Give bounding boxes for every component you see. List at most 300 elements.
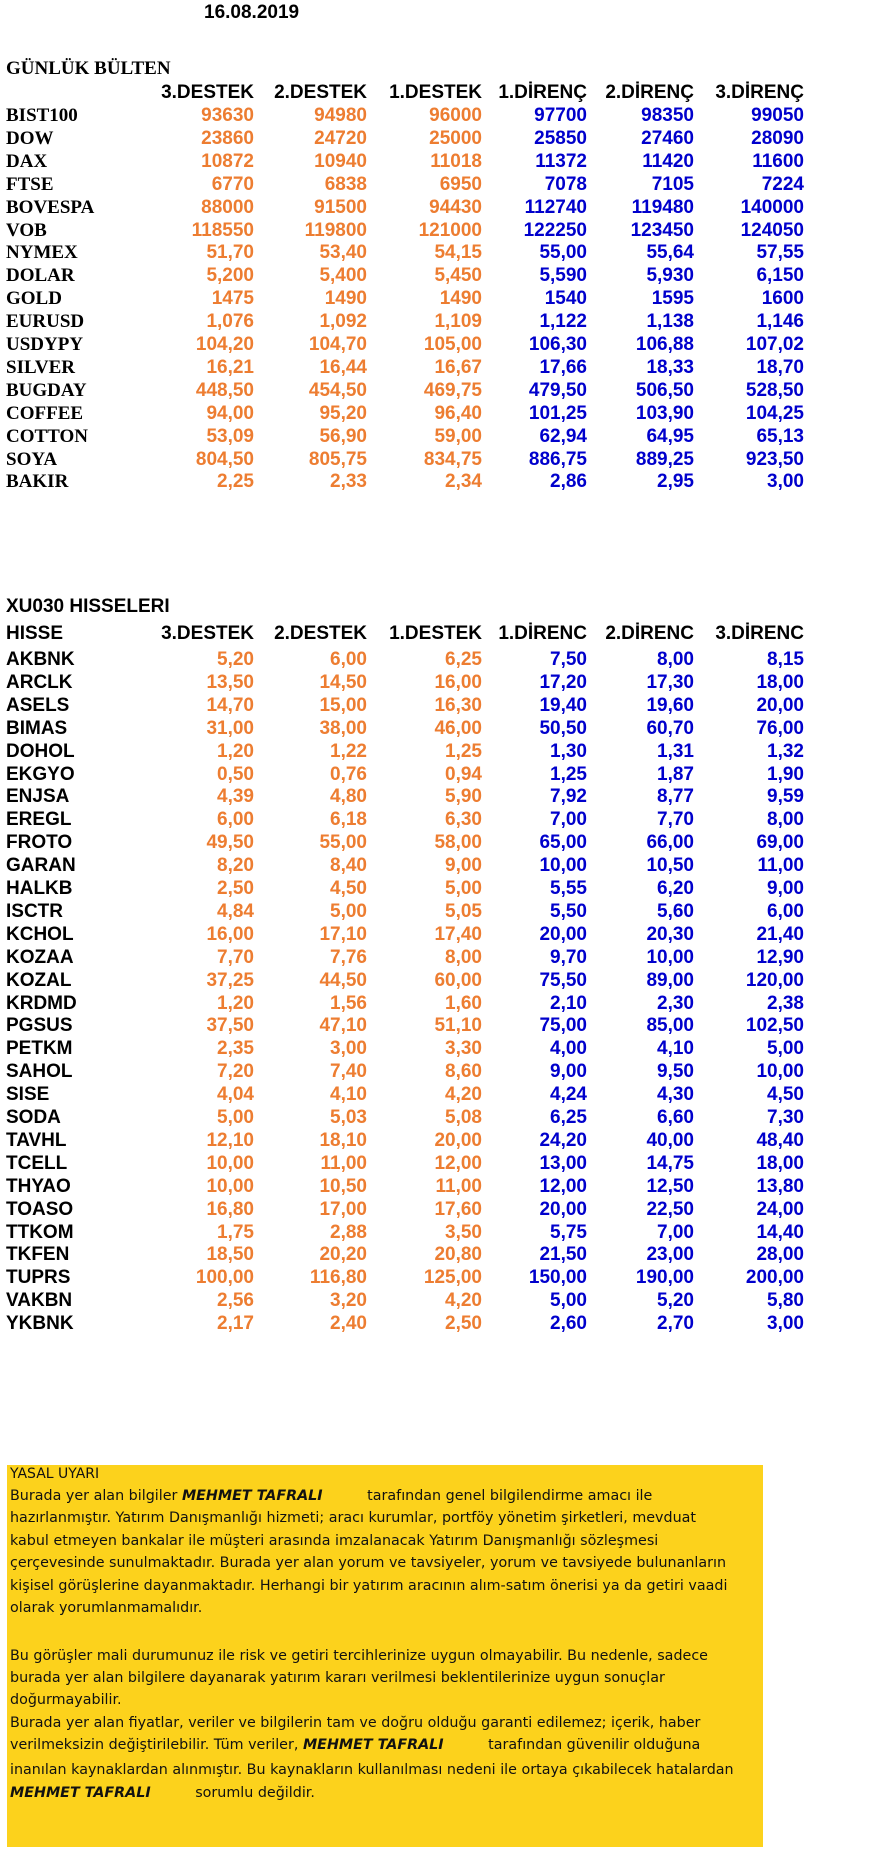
stock-symbol: ENJSA <box>6 786 70 808</box>
legal-disclaimer <box>7 1465 763 1847</box>
value-1-destek: 54,15 <box>434 242 482 264</box>
value-2-destek: 454,50 <box>308 379 367 401</box>
value-3-destek: 100,00 <box>195 1267 254 1289</box>
value-2-direnc: 60,70 <box>646 717 694 739</box>
value-3-destek: 10,00 <box>206 1175 254 1197</box>
value-3-direnc: 7224 <box>761 173 804 195</box>
value-1-destek: 25000 <box>429 127 482 149</box>
value-2-direnc: 889,25 <box>635 448 694 470</box>
value-2-direnc: 18,33 <box>646 356 694 378</box>
value-1-direnc: 20,00 <box>539 1198 587 1220</box>
value-2-destek: 3,00 <box>330 1038 367 1060</box>
disclaimer-line: Burada yer alan fiyatlar, veriler ve bilgilerin tam ve doğru olduğu garanti edilemez; içerik, haber <box>10 1715 701 1731</box>
value-1-direnc: 1540 <box>544 288 587 310</box>
value-3-direnc: 104,25 <box>745 402 804 424</box>
stock-symbol: FROTO <box>6 832 73 854</box>
value-1-destek: 60,00 <box>434 969 482 991</box>
value-2-direnc: 27460 <box>641 127 694 149</box>
value-2-destek: 1,092 <box>319 311 367 333</box>
value-3-destek: 51,70 <box>206 242 254 264</box>
value-3-direnc: 18,00 <box>756 1152 804 1174</box>
value-3-destek: 93630 <box>201 105 254 126</box>
value-2-direnc: 23,00 <box>646 1244 694 1266</box>
value-2-direnc: 10,50 <box>646 855 694 877</box>
value-3-direnc: 10,00 <box>756 1061 804 1083</box>
header-1-destek: 1.DESTEK <box>389 82 482 103</box>
market-name: DOW <box>6 127 54 149</box>
stock-symbol: KOZAA <box>6 946 74 968</box>
value-1-destek: 4,20 <box>445 1290 482 1312</box>
value-3-destek: 37,50 <box>206 1015 254 1037</box>
header-3-destek: 3.DESTEK <box>161 82 254 103</box>
value-2-direnc: 106,88 <box>635 334 694 355</box>
header-3-direnc: 3.DİRENC <box>715 623 804 644</box>
header-hisse: HISSE <box>6 623 64 644</box>
value-1-destek: 17,40 <box>434 923 482 945</box>
stock-symbol: YKBNK <box>6 1313 74 1335</box>
market-name: BOVESPA <box>6 196 95 218</box>
value-3-destek: 12,10 <box>206 1129 254 1151</box>
value-3-destek: 4,04 <box>217 1084 254 1106</box>
value-3-direnc: 1600 <box>761 288 804 310</box>
value-1-destek: 5,08 <box>445 1107 482 1128</box>
market-name: SOYA <box>6 448 58 470</box>
value-1-destek: 8,00 <box>445 946 482 968</box>
value-1-destek: 59,00 <box>434 425 482 447</box>
value-3-direnc: 20,00 <box>756 694 804 716</box>
value-3-destek: 8,20 <box>217 855 254 877</box>
bulletin-title: GÜNLÜK BÜLTEN <box>6 58 171 79</box>
value-3-direnc: 7,30 <box>767 1107 804 1128</box>
value-1-destek: 9,00 <box>445 855 482 877</box>
disclaimer-line: Burada yer alan bilgiler MEHMET TAFRALI tarafından genel bilgilendirme amacı ile <box>10 1488 653 1504</box>
value-1-destek: 1,25 <box>445 740 482 762</box>
value-3-direnc: 21,40 <box>756 923 804 945</box>
value-3-direnc: 13,80 <box>756 1175 804 1197</box>
value-1-direnc: 75,00 <box>539 1015 587 1037</box>
stock-symbol: SAHOL <box>6 1061 73 1083</box>
disclaimer-line: verilmeksizin değiştirilebilir. Tüm veriler, MEHMET TAFRALI tarafından güvenilir olduğuna <box>10 1737 701 1753</box>
value-2-destek: 8,40 <box>330 855 367 877</box>
value-3-direnc: 48,40 <box>756 1129 804 1151</box>
disclaimer-line: çerçevesinde sunulmaktadır. Burada yer alan yorum ve tavsiyeler, yorum ve tavsiyede bulunanların <box>10 1555 727 1571</box>
disclaimer-line: olarak yorumlanmamalıdır. <box>10 1600 203 1616</box>
value-1-direnc: 7,00 <box>550 809 587 831</box>
value-3-direnc: 99050 <box>751 105 804 126</box>
stock-symbol: PETKM <box>6 1038 73 1060</box>
stocks-section-title: XU030 HISSELERI <box>6 596 170 617</box>
disclaimer-line: Bu görüşler mali durumunuz ile risk ve getiri tercihlerinize uygun olmayabilir. Bu nedenle, sadece <box>10 1648 708 1664</box>
value-1-destek: 17,60 <box>434 1198 482 1220</box>
value-1-destek: 12,00 <box>434 1152 482 1174</box>
value-1-direnc: 17,66 <box>539 356 587 378</box>
value-1-destek: 94430 <box>429 196 482 218</box>
value-2-direnc: 5,20 <box>657 1290 694 1312</box>
stock-symbol: BIMAS <box>6 717 68 739</box>
value-3-direnc: 9,00 <box>767 878 804 899</box>
value-3-destek: 1475 <box>211 288 254 310</box>
value-3-direnc: 1,146 <box>756 311 804 333</box>
value-3-direnc: 18,70 <box>756 356 804 378</box>
value-2-destek: 20,20 <box>319 1244 367 1266</box>
market-name: USDYPY <box>6 334 84 355</box>
stock-symbol: KCHOL <box>6 923 74 945</box>
value-3-direnc: 4,50 <box>767 1084 804 1106</box>
stock-symbol: AKBNK <box>6 649 75 670</box>
value-3-destek: 88000 <box>201 196 254 218</box>
value-2-direnc: 7105 <box>651 173 694 195</box>
value-3-destek: 804,50 <box>195 448 254 470</box>
market-name: BUGDAY <box>6 379 87 401</box>
value-2-direnc: 14,75 <box>646 1152 694 1174</box>
value-2-destek: 6,00 <box>330 649 367 670</box>
value-2-direnc: 506,50 <box>635 379 694 401</box>
value-2-direnc: 2,95 <box>657 471 694 493</box>
header-1-direnc: 1.DİRENÇ <box>498 82 587 103</box>
value-2-direnc: 1595 <box>651 288 694 310</box>
value-2-destek: 15,00 <box>319 694 367 716</box>
value-2-destek: 10940 <box>314 150 367 172</box>
disclaimer-label: YASAL UYARI <box>10 1466 100 1482</box>
value-3-destek: 2,50 <box>217 878 254 899</box>
value-1-direnc: 5,50 <box>550 900 587 922</box>
value-2-destek: 53,40 <box>319 242 367 264</box>
value-3-destek: 18,50 <box>206 1244 254 1266</box>
value-3-destek: 7,70 <box>217 946 254 968</box>
value-1-destek: 20,00 <box>434 1129 482 1151</box>
value-1-destek: 1490 <box>439 288 482 310</box>
value-1-destek: 8,60 <box>445 1061 482 1083</box>
value-3-direnc: 11,00 <box>757 855 804 877</box>
value-2-destek: 4,80 <box>330 786 367 808</box>
value-2-destek: 18,10 <box>319 1129 367 1151</box>
value-1-direnc: 10,00 <box>539 855 587 877</box>
value-1-direnc: 150,00 <box>528 1267 587 1289</box>
value-1-destek: 58,00 <box>434 832 482 854</box>
value-2-direnc: 9,50 <box>657 1061 694 1083</box>
value-2-destek: 55,00 <box>319 832 367 854</box>
value-1-direnc: 21,50 <box>539 1244 587 1266</box>
value-3-direnc: 76,00 <box>756 717 804 739</box>
value-2-direnc: 55,64 <box>646 242 694 264</box>
value-1-destek: 16,30 <box>434 694 482 716</box>
value-2-direnc: 6,60 <box>657 1107 694 1128</box>
value-2-destek: 91500 <box>314 196 367 218</box>
value-3-destek: 1,20 <box>217 740 254 762</box>
value-2-destek: 3,20 <box>330 1290 367 1312</box>
market-row <box>0 471 882 498</box>
market-name: VOB <box>6 219 47 241</box>
value-3-destek: 16,00 <box>206 923 254 945</box>
value-3-destek: 53,09 <box>206 425 254 447</box>
value-2-direnc: 4,10 <box>657 1038 694 1060</box>
stock-symbol: TKFEN <box>6 1244 70 1266</box>
value-1-destek: 46,00 <box>434 717 482 739</box>
value-2-direnc: 40,00 <box>646 1129 694 1151</box>
market-name: NYMEX <box>6 242 78 264</box>
value-1-direnc: 5,00 <box>550 1290 587 1312</box>
value-2-destek: 94980 <box>314 105 367 126</box>
value-3-direnc: 8,00 <box>767 809 804 831</box>
stock-symbol: TOASO <box>6 1198 74 1220</box>
value-2-direnc: 20,30 <box>646 923 694 945</box>
stock-symbol: ASELS <box>6 694 70 716</box>
value-2-direnc: 17,30 <box>646 671 694 693</box>
value-2-destek: 44,50 <box>319 969 367 991</box>
value-1-destek: 20,80 <box>434 1244 482 1266</box>
value-2-direnc: 5,930 <box>646 265 694 287</box>
value-1-direnc: 6,25 <box>550 1107 587 1128</box>
value-3-destek: 448,50 <box>195 379 254 401</box>
value-2-destek: 4,10 <box>330 1084 367 1106</box>
value-2-direnc: 85,00 <box>646 1015 694 1037</box>
value-3-direnc: 5,00 <box>767 1038 804 1060</box>
market-name: BIST100 <box>6 105 78 126</box>
value-2-destek: 5,03 <box>330 1107 367 1128</box>
value-3-destek: 5,200 <box>206 265 254 287</box>
value-2-destek: 2,88 <box>330 1221 367 1243</box>
value-3-destek: 6,00 <box>217 809 254 831</box>
value-2-destek: 2,40 <box>330 1313 367 1335</box>
value-1-direnc: 12,00 <box>539 1175 587 1197</box>
value-3-direnc: 1,32 <box>767 740 804 762</box>
value-1-destek: 125,00 <box>423 1267 482 1289</box>
value-1-direnc: 9,00 <box>550 1061 587 1083</box>
value-2-direnc: 4,30 <box>657 1084 694 1106</box>
value-2-direnc: 6,20 <box>657 878 694 899</box>
value-3-direnc: 11600 <box>752 150 804 172</box>
market-name: COFFEE <box>6 402 84 424</box>
value-3-destek: 104,20 <box>195 334 254 355</box>
value-1-direnc: 17,20 <box>539 671 587 693</box>
value-1-direnc: 5,55 <box>550 878 587 899</box>
value-2-direnc: 2,30 <box>657 992 694 1014</box>
disclaimer-line: doğurmayabilir. <box>10 1692 122 1708</box>
stock-symbol: TTKOM <box>6 1221 74 1243</box>
value-2-destek: 47,10 <box>319 1015 367 1037</box>
value-1-destek: 6,30 <box>445 809 482 831</box>
stock-symbol: EKGYO <box>6 763 75 785</box>
value-3-direnc: 9,59 <box>767 786 804 808</box>
author-name: MEHMET TAFRALI <box>10 1785 151 1801</box>
value-3-destek: 14,70 <box>206 694 254 716</box>
value-1-destek: 3,50 <box>445 1221 482 1243</box>
value-3-direnc: 14,40 <box>756 1221 804 1243</box>
value-2-direnc: 119480 <box>631 196 694 218</box>
value-2-direnc: 7,00 <box>657 1221 694 1243</box>
value-1-destek: 11,00 <box>435 1175 482 1197</box>
value-1-destek: 2,34 <box>445 471 482 493</box>
value-2-direnc: 1,31 <box>657 740 694 762</box>
value-1-direnc: 106,30 <box>528 334 587 355</box>
value-3-destek: 2,17 <box>217 1313 254 1335</box>
value-2-destek: 7,40 <box>330 1061 367 1083</box>
value-3-direnc: 120,00 <box>745 969 804 991</box>
value-2-direnc: 2,70 <box>657 1313 694 1335</box>
value-1-destek: 6,25 <box>445 649 482 670</box>
market-name: EURUSD <box>6 311 85 333</box>
value-3-destek: 1,75 <box>217 1221 254 1243</box>
value-2-direnc: 8,77 <box>657 786 694 808</box>
stock-symbol: DOHOL <box>6 740 75 762</box>
stock-symbol: ISCTR <box>6 900 63 922</box>
value-2-destek: 38,00 <box>319 717 367 739</box>
value-2-destek: 104,70 <box>308 334 367 355</box>
value-3-direnc: 28090 <box>751 127 804 149</box>
value-1-destek: 5,450 <box>434 265 482 287</box>
value-3-direnc: 69,00 <box>756 832 804 854</box>
stock-symbol: KRDMD <box>6 992 77 1014</box>
value-2-direnc: 22,50 <box>646 1198 694 1220</box>
value-2-destek: 1490 <box>324 288 367 310</box>
value-2-destek: 17,00 <box>319 1198 367 1220</box>
market-name: COTTON <box>6 425 89 447</box>
value-2-direnc: 1,87 <box>657 763 694 785</box>
value-3-direnc: 12,90 <box>756 946 804 968</box>
value-3-direnc: 28,00 <box>756 1244 804 1266</box>
value-1-direnc: 7078 <box>544 173 587 195</box>
value-3-direnc: 18,00 <box>756 671 804 693</box>
value-2-destek: 24720 <box>314 127 367 149</box>
value-1-direnc: 122250 <box>523 219 587 241</box>
value-2-direnc: 1,138 <box>646 311 694 333</box>
header-3-destek: 3.DESTEK <box>161 623 254 644</box>
market-name: GOLD <box>6 288 62 310</box>
value-1-direnc: 479,50 <box>528 379 587 401</box>
value-1-destek: 16,00 <box>434 671 482 693</box>
value-3-direnc: 102,50 <box>745 1015 804 1037</box>
value-2-direnc: 64,95 <box>646 425 694 447</box>
value-1-destek: 51,10 <box>434 1015 482 1037</box>
value-3-destek: 13,50 <box>206 671 254 693</box>
value-1-destek: 16,67 <box>434 356 482 378</box>
disclaimer-line: MEHMET TAFRALI sorumlu değildir. <box>10 1785 315 1801</box>
value-2-destek: 1,22 <box>330 740 367 762</box>
market-name: BAKIR <box>6 471 69 493</box>
value-1-destek: 11018 <box>430 150 482 172</box>
header-2-direnc: 2.DİRENÇ <box>605 82 694 103</box>
stock-symbol: VAKBN <box>6 1290 73 1312</box>
disclaimer-line: hazırlanmıştır. Yatırım Danışmanlığı hizmeti; aracı kurumlar, portföy yönetim şirketleri, mevduat <box>10 1510 697 1526</box>
value-2-direnc: 98350 <box>641 105 694 126</box>
value-2-destek: 5,00 <box>330 900 367 922</box>
value-2-destek: 116,80 <box>309 1267 367 1289</box>
value-1-destek: 6950 <box>439 173 482 195</box>
value-3-direnc: 65,13 <box>756 425 804 447</box>
value-1-destek: 96,40 <box>434 402 482 424</box>
value-2-destek: 805,75 <box>308 448 367 470</box>
value-2-destek: 7,76 <box>330 946 367 968</box>
value-3-direnc: 8,15 <box>767 649 804 670</box>
value-3-direnc: 1,90 <box>767 763 804 785</box>
value-2-direnc: 8,00 <box>657 649 694 670</box>
header-2-destek: 2.DESTEK <box>274 82 367 103</box>
value-2-direnc: 12,50 <box>646 1175 694 1197</box>
value-1-destek: 0,94 <box>445 763 482 785</box>
value-1-direnc: 1,30 <box>550 740 587 762</box>
value-2-direnc: 103,90 <box>635 402 694 424</box>
value-3-destek: 4,84 <box>217 900 254 922</box>
stock-symbol: HALKB <box>6 878 73 899</box>
header-1-destek: 1.DESTEK <box>389 623 482 644</box>
value-2-destek: 14,50 <box>319 671 367 693</box>
value-1-direnc: 112740 <box>524 196 587 218</box>
value-3-destek: 2,35 <box>217 1038 254 1060</box>
value-3-destek: 2,56 <box>217 1290 254 1312</box>
value-3-destek: 5,00 <box>217 1107 254 1128</box>
value-3-direnc: 5,80 <box>767 1290 804 1312</box>
value-1-direnc: 2,86 <box>550 471 587 493</box>
value-3-destek: 23860 <box>201 127 254 149</box>
stock-symbol: KOZAL <box>6 969 72 991</box>
stock-symbol: GARAN <box>6 855 76 877</box>
value-1-direnc: 50,50 <box>539 717 587 739</box>
value-1-destek: 1,60 <box>445 992 482 1014</box>
value-1-direnc: 97700 <box>534 105 587 126</box>
value-1-direnc: 7,50 <box>550 649 587 670</box>
disclaimer-line: burada yer alan bilgilere dayanarak yatırım kararı verilmesi beklentilerinize uygun sonuçlar <box>10 1670 665 1686</box>
value-1-direnc: 5,75 <box>550 1221 587 1243</box>
value-1-direnc: 1,122 <box>539 311 587 333</box>
value-1-destek: 3,30 <box>445 1038 482 1060</box>
value-1-direnc: 65,00 <box>539 832 587 854</box>
stock-symbol: SODA <box>6 1107 61 1128</box>
value-1-direnc: 9,70 <box>550 946 587 968</box>
value-1-destek: 4,20 <box>445 1084 482 1106</box>
disclaimer-line: kabul etmeyen bankalar ile müşteri arasında imzalanacak Yatırım Danışmanlığı sözleşmesi <box>10 1533 659 1549</box>
stock-symbol: THYAO <box>6 1175 71 1197</box>
value-2-destek: 119800 <box>304 219 367 241</box>
value-3-destek: 16,21 <box>206 356 254 378</box>
value-2-direnc: 89,00 <box>646 969 694 991</box>
value-1-destek: 96000 <box>429 105 482 126</box>
value-1-direnc: 62,94 <box>539 425 587 447</box>
market-name: SILVER <box>6 356 76 378</box>
value-1-direnc: 75,50 <box>539 969 587 991</box>
value-1-direnc: 886,75 <box>528 448 587 470</box>
stock-symbol: TCELL <box>6 1152 68 1174</box>
stock-symbol: SISE <box>6 1084 50 1106</box>
value-2-destek: 17,10 <box>319 923 367 945</box>
value-2-direnc: 10,00 <box>646 946 694 968</box>
value-1-direnc: 7,92 <box>550 786 587 808</box>
value-2-destek: 5,400 <box>319 265 367 287</box>
value-1-destek: 105,00 <box>423 334 482 355</box>
market-name: DAX <box>6 150 48 172</box>
value-3-direnc: 107,02 <box>745 334 804 355</box>
stock-table-header <box>0 623 882 650</box>
value-1-direnc: 19,40 <box>539 694 587 716</box>
stock-symbol: PGSUS <box>6 1015 73 1037</box>
value-1-destek: 5,90 <box>445 786 482 808</box>
value-3-direnc: 6,150 <box>756 265 804 287</box>
value-3-destek: 37,25 <box>206 969 254 991</box>
value-2-direnc: 123450 <box>630 219 694 241</box>
author-name: MEHMET TAFRALI <box>302 1737 444 1753</box>
header-2-destek: 2.DESTEK <box>274 623 367 644</box>
value-2-destek: 6,18 <box>330 809 367 831</box>
value-1-destek: 5,05 <box>445 900 482 922</box>
value-3-destek: 10872 <box>201 150 254 172</box>
value-3-direnc: 6,00 <box>767 900 804 922</box>
value-3-direnc: 528,50 <box>745 379 804 401</box>
bulletin-date: 16.08.2019 <box>204 2 300 23</box>
value-3-direnc: 140000 <box>740 196 804 218</box>
market-name: FTSE <box>6 173 54 195</box>
value-2-direnc: 7,70 <box>657 809 694 831</box>
value-1-destek: 5,00 <box>445 878 482 899</box>
value-1-destek: 834,75 <box>423 448 482 470</box>
